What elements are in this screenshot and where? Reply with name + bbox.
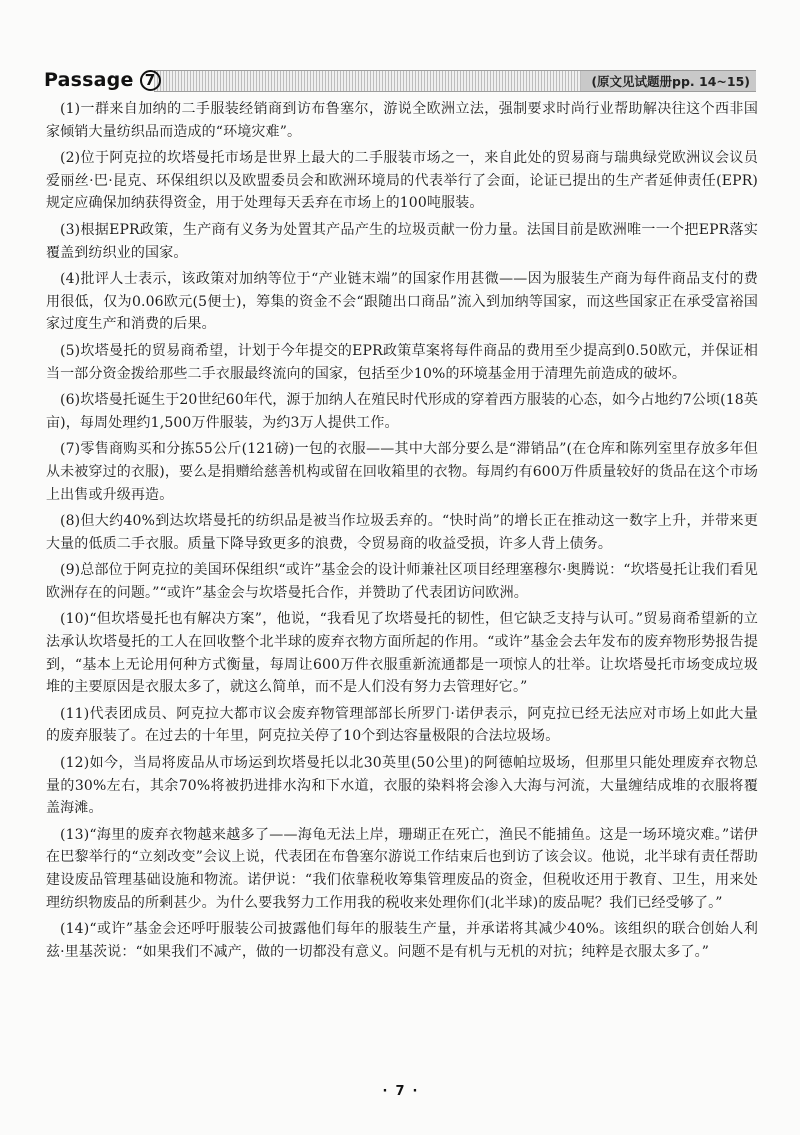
paragraph-6: (6)坎塔曼托诞生于20世纪60年代，源于加纳人在殖民时代形成的穿着西方服装的心态，如今占地约7公顷(18英亩)，每周处理约1,500万件服装，为约3万人提供工作。 bbox=[46, 392, 758, 431]
paragraph-1: (1)一群来自加纳的二手服装经销商到访布鲁塞尔，游说全欧洲立法，强制要求时尚行业帮助解决往这个西非国家倾销大量纺织品而造成的“环境灾难”。 bbox=[46, 101, 758, 140]
paragraph-2: (2)位于阿克拉的坎塔曼托市场是世界上最大的二手服装市场之一，来自此处的贸易商与瑞典绿党欧洲议会议员爱丽丝·巴·昆克、环保组织以及欧盟委员会和欧洲环境局的代表举行了会面，论证已提出的生产者延伸责任(EPR)规定应确保加纳获得资金，用于处理每天丢弃在市场上的100吨服装。 bbox=[46, 150, 758, 212]
footer-dot-icon: · bbox=[382, 1084, 388, 1099]
passage-number-badge: 7 bbox=[140, 70, 161, 91]
paragraph-4: (4)批评人士表示，该政策对加纳等位于“产业链末端”的国家作用甚微——因为服装生产商为每件商品支付的费用很低，仅为0.06欧元(5便士)，筹集的资金不会“跟随出口商品”流入到加纳等国家，而这些国家正在承受富裕国家过度生产和消费的后果。 bbox=[46, 271, 758, 333]
paragraph-7: (7)零售商购买和分拣55公斤(121磅)一包的衣服——其中大部分要么是“滞销品”(在仓库和陈列室里存放多年但从未被穿过的衣服)，要么是捐赠给慈善机构或留在回收箱里的衣物。每周约有600万件质量较好的货品在这个市场上出售或升级再造。 bbox=[46, 441, 758, 503]
passage-body bbox=[46, 98, 758, 967]
paragraph-3: (3)根据EPR政策，生产商有义务为处置其产品产生的垃圾贡献一份力量。法国目前是欧洲唯一一个把EPR落实覆盖到纺织业的国家。 bbox=[46, 221, 758, 261]
source-reference: (原文见试题册pp. 14~15) bbox=[581, 70, 756, 92]
passage-header bbox=[44, 67, 756, 93]
page-footer bbox=[0, 1084, 800, 1099]
paragraph-13: (13)“海里的废弃衣物越来越多了——海龟无法上岸，珊瑚正在死亡，渔民不能捕鱼。这是一场环境灾难。”诺伊在巴黎举行的“立刻改变”会议上说，代表团在布鲁塞尔游说工作结束后也到访了该会议。他说，北半球有责任帮助建设废品管理基础设施和物流。诺伊说：“我们依靠税收筹集管理废品的资金，但税收还用于教育、卫生，用来处理纺织物废品的所剩甚少。为什么要我努力工作用我的税收来处理你们(北半球)的废品呢？我们已经受够了。” bbox=[46, 826, 758, 911]
paragraph-8: (8)但大约40%到达坎塔曼托的纺织品是被当作垃圾丢弃的。“快时尚”的增长正在推动这一数字上升，并带来更大量的低质二手衣服。质量下降导致更多的浪费，令贸易商的收益受损，许多人背上债务。 bbox=[46, 513, 758, 552]
paragraph-9: (9)总部位于阿克拉的美国环保组织“或许”基金会的设计师兼社区项目经理塞穆尔·奥腾说：“坎塔曼托让我们看见欧洲存在的问题。”“或许”基金会与坎塔曼托合作，并赞助了代表团访问欧洲。 bbox=[46, 562, 758, 601]
paragraph-10: (10)“但坎塔曼托也有解决方案”，他说，“我看见了坎塔曼托的韧性，但它缺乏支持与认可。”贸易商希望新的立法承认坎塔曼托的工人在回收整个北半球的废弃衣物方面所起的作用。“或许”基金会去年发布的废弃物形势报告提到，“基本上无论用何种方式衡量，每周让600万件衣服重新流通都是一项惊人的壮举。让坎塔曼托市场变成垃圾堆的主要原因是衣服太多了，就这么简单，而不是人们没有努力去管理好它。” bbox=[46, 611, 758, 696]
paragraph-11: (11)代表团成员、阿克拉大都市议会废弃物管理部部长所罗门·诺伊表示，阿克拉已经无法应对市场上如此大量的废弃服装了。在过去的十年里，阿克拉关停了10个到达容量极限的合法垃圾场。 bbox=[46, 705, 758, 745]
paragraph-12: (12)如今，当局将废品从市场运到坎塔曼托以北30英里(50公里)的阿德帕垃圾场，但那里只能处理废弃衣物总量的30%左右，其余70%将被扔进排水沟和下水道，衣服的染料将会渗入大海与河流，大量缠结成堆的衣服将覆盖海滩。 bbox=[46, 755, 758, 817]
passage-label: Passage bbox=[44, 69, 134, 91]
paragraph-5: (5)坎塔曼托的贸易商希望，计划于今年提交的EPR政策草案将每件商品的费用至少提高到0.50欧元，并保证相当一部分资金拨给那些二手衣服最终流向的国家，包括至少10%的环境基金用于清理先前造成的破坏。 bbox=[46, 342, 758, 382]
passage-title bbox=[44, 67, 161, 93]
footer-dot-icon: · bbox=[412, 1084, 418, 1099]
paragraph-14: (14)“或许”基金会还呼吁服装公司披露他们每年的服装生产量，并承诺将其减少40%。该组织的联合创始人利兹·里基茨说：“如果我们不减产，做的一切都没有意义。问题不是有机与无机的对抗；纯粹是衣服太多了。” bbox=[46, 921, 758, 960]
page-number: 7 bbox=[395, 1084, 405, 1099]
